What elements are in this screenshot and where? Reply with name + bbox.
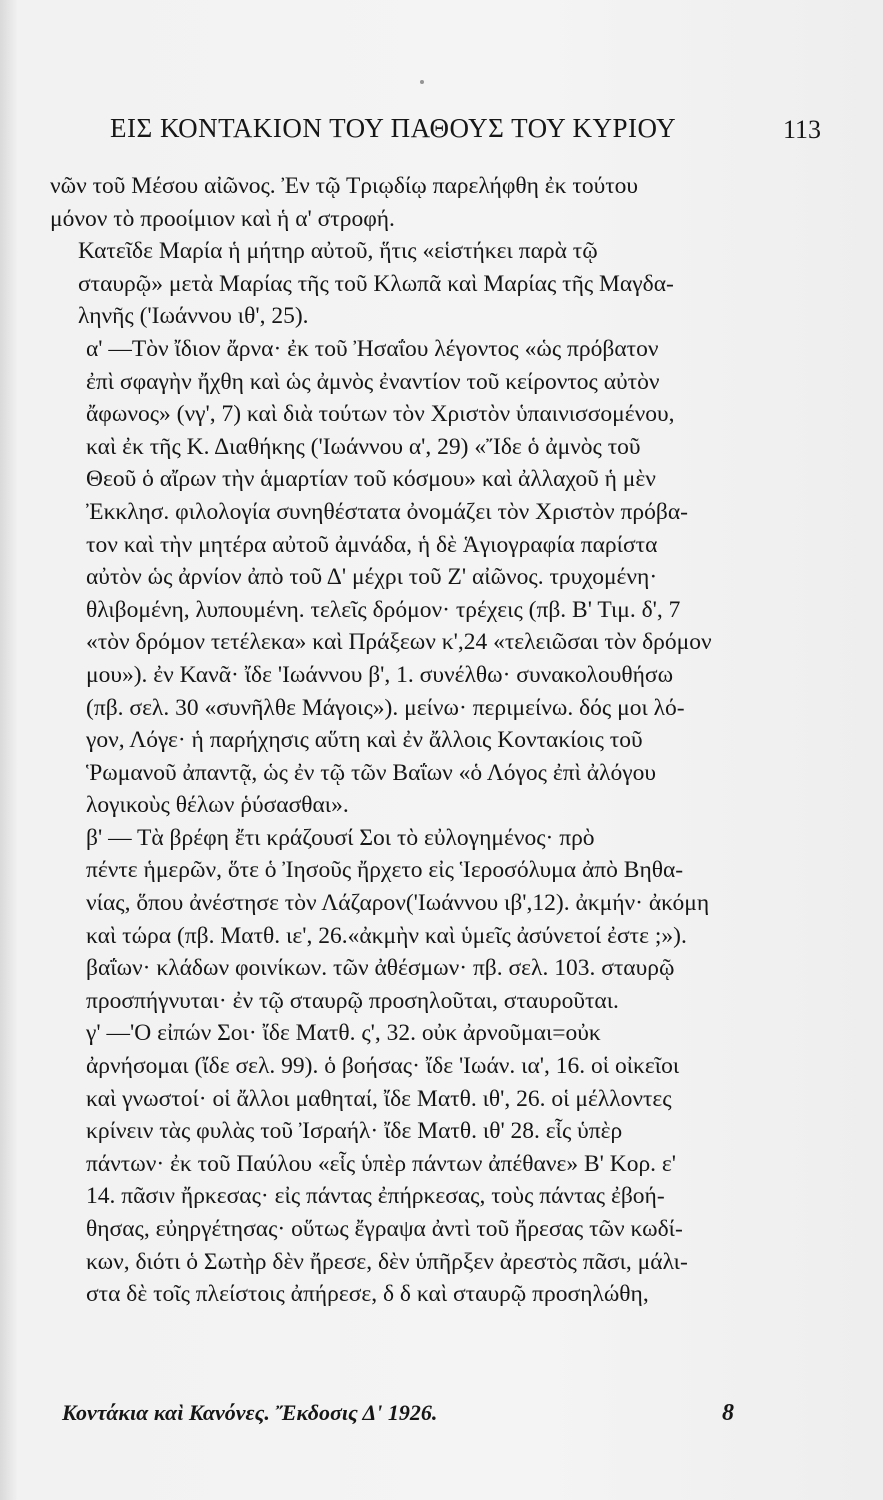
- text-line: ἄφωνος» (νγ', 7) καὶ διὰ τούτων τὸν Χριστὸν ὑπαινισσομένου,: [86, 401, 675, 428]
- signature-mark: 8: [722, 1400, 734, 1426]
- text-line: πάντων· ἐκ τοῦ Παύλου «εἷς ὑπὲρ πάντων ἀπέθανε» Β' Κορ. ε': [86, 1150, 677, 1177]
- text-line: 14. πᾶσιν ἤρκεσας· εἰς πάντας ἐπήρκεσας, τοὺς πάντας ἐβοή-: [86, 1183, 665, 1210]
- text-line: νίας, ὅπου ἀνέστησε τὸν Λάζαρον('Ιωάννου ιβ',12). ἀκμήν· ἀκόμη: [86, 890, 710, 917]
- paragraph: [50, 333, 820, 822]
- text-line: πέντε ἡμερῶν, ὅτε ὁ Ἰησοῦς ἤρχετο εἰς Ἱεροσόλυμα ἀπὸ Βηθα-: [86, 857, 684, 884]
- paragraph: [50, 235, 820, 333]
- paragraph: [50, 1017, 820, 1310]
- text-line: β' — Τὰ βρέφη ἔτι κράζουσί Σοι τὸ εὐλογημένος· πρὸ: [86, 824, 595, 851]
- text-line: αὐτὸν ὡς ἀρνίον ἀπὸ τοῦ Δ' μέχρι τοῦ Ζ' αἰῶνος. τρυχομένη·: [86, 564, 658, 591]
- text-line: Ἐκκλησ. φιλολογία συνηθέστατα ὀνομάζει τὸν Χριστὸν πρόβα-: [86, 498, 688, 525]
- text-line: Κατεῖδε Μαρία ἡ μήτηρ αὐτοῦ, ἥτις «εἱστήκει παρὰ τῷ: [78, 238, 598, 265]
- text-line: καὶ τώρα (πβ. Ματθ. ιε', 26.«ἀκμὴν καὶ ὑμεῖς ἀσύνετοί ἐστε ;»).: [86, 922, 687, 949]
- ink-speck: [420, 80, 424, 84]
- paragraph: [50, 170, 820, 235]
- text-line: γον, Λόγε· ἡ παρήχησις αὕτη καὶ ἐν ἄλλοις Κοντακίοις τοῦ: [86, 727, 643, 754]
- text-line: Ῥωμανοῦ ἀπαντᾷ, ὡς ἐν τῷ τῶν Βαΐων «ὁ Λόγος ἐπὶ ἀλόγου: [86, 759, 657, 786]
- text-line: τον καὶ τὴν μητέρα αὐτοῦ ἀμνάδα, ἡ δὲ Ἁγιογραφία παρίστα: [86, 531, 658, 558]
- text-line: (πβ. σελ. 30 «συνῆλθε Μάγοις»). μείνω· περιμείνω. δός μοι λό-: [86, 694, 685, 721]
- text-line: γ' —'Ο εἰπών Σοι· ἴδε Ματθ. ς', 32. οὐκ ἀρνοῦμαι=οὐκ: [86, 1020, 601, 1047]
- text-line: καὶ γνωστοί· οἱ ἄλλοι μαθηταί, ἴδε Ματθ. ιθ', 26. οἱ μέλλοντες: [86, 1085, 672, 1112]
- text-line: προσπήγνυται· ἐν τῷ σταυρῷ προσηλοῦται, σταυροῦται.: [86, 987, 619, 1014]
- text-line: στα δὲ τοῖς πλείστοις ἀπήρεσε, δ δ καὶ σταυρῷ προσηλώθη,: [86, 1281, 649, 1308]
- text-line: μόνον τὸ προοίμιον καὶ ἡ α' στροφή.: [50, 205, 395, 232]
- text-line: θησας, εὐηργέτησας· οὕτως ἔγραψα ἀντὶ τοῦ ἤρεσας τῶν κωδί-: [86, 1216, 683, 1242]
- text-line: κρίνειν τὰς φυλὰς τοῦ Ἰσραήλ· ἴδε Ματθ. ιθ' 28. εἷς ὑπὲρ: [86, 1118, 623, 1145]
- main-text: [50, 170, 820, 1311]
- text-line: ληνῆς ('Ιωάννου ιθ', 25).: [78, 303, 309, 330]
- text-line: μου»). ἐν Κανᾶ· ἴδε 'Ιωάννου β', 1. συνέλθω· συνακολουθήσω: [86, 661, 674, 688]
- page-header: [0, 113, 883, 153]
- text-line: κων, διότι ὁ Σωτὴρ δὲν ἤρεσε, δὲν ὑπῆρξεν ἀρεστὸς πᾶσι, μάλι-: [86, 1248, 688, 1275]
- text-line: α' —Τὸν ἴδιον ἄρνα· ἐκ τοῦ Ἠσαΐου λέγοντος «ὡς πρόβατον: [86, 335, 659, 362]
- text-line: νῶν τοῦ Μέσου αἰῶνος. Ἐν τῷ Τριῳδίῳ παρελήφθη ἐκ τούτου: [50, 173, 639, 199]
- text-line: «τὸν δρόμον τετέλεκα» καὶ Πράξεων κ',24 «τελειῶσαι τὸν δρόμον: [86, 629, 712, 656]
- paragraph: [50, 822, 820, 1018]
- text-line: καὶ ἐκ τῆς Κ. Διαθήκης ('Ιωάννου α', 29) «Ἴδε ὁ ἀμνὸς τοῦ: [86, 433, 641, 460]
- text-line: ἐπὶ σφαγὴν ἤχθη καὶ ὡς ἀμνὸς ἐναντίον τοῦ κείροντος αὐτὸν: [86, 368, 660, 395]
- running-title: ΕΙΣ ΚΟΝΤΑΚΙΟΝ ΤΟΥ ΠΑΘΟΥΣ ΤΟΥ ΚΥΡΙΟΥ: [110, 113, 677, 143]
- imprint-line: Κοντάκια καὶ Κανόνες. Ἔκδοσις Δ' 1926.: [62, 1400, 438, 1425]
- text-line: σταυρῷ» μετὰ Μαρίας τῆς τοῦ Κλωπᾶ καὶ Μαρίας τῆς Μαγδα-: [78, 270, 674, 297]
- text-line: βαΐων· κλάδων φοινίκων. τῶν ἀθέσμων· πβ. σελ. 103. σταυρῷ: [86, 955, 675, 982]
- text-line: Θεοῦ ὁ αἴρων τὴν ἁμαρτίαν τοῦ κόσμου» καὶ ἀλλαχοῦ ἡ μὲν: [86, 466, 656, 493]
- page-footer: [62, 1400, 802, 1434]
- text-line: ἀρνήσομαι (ἴδε σελ. 99). ὁ βοήσας· ἴδε 'Ιωάν. ια', 16. οἱ οἰκεῖοι: [86, 1053, 680, 1080]
- text-line: λογικοὺς θέλων ῥύσασθαι».: [86, 792, 349, 819]
- page-number: 113: [782, 115, 821, 144]
- text-line: θλιβομένη, λυπουμένη. τελεῖς δρόμον· τρέχεις (πβ. Β' Τιμ. δ', 7: [86, 596, 681, 623]
